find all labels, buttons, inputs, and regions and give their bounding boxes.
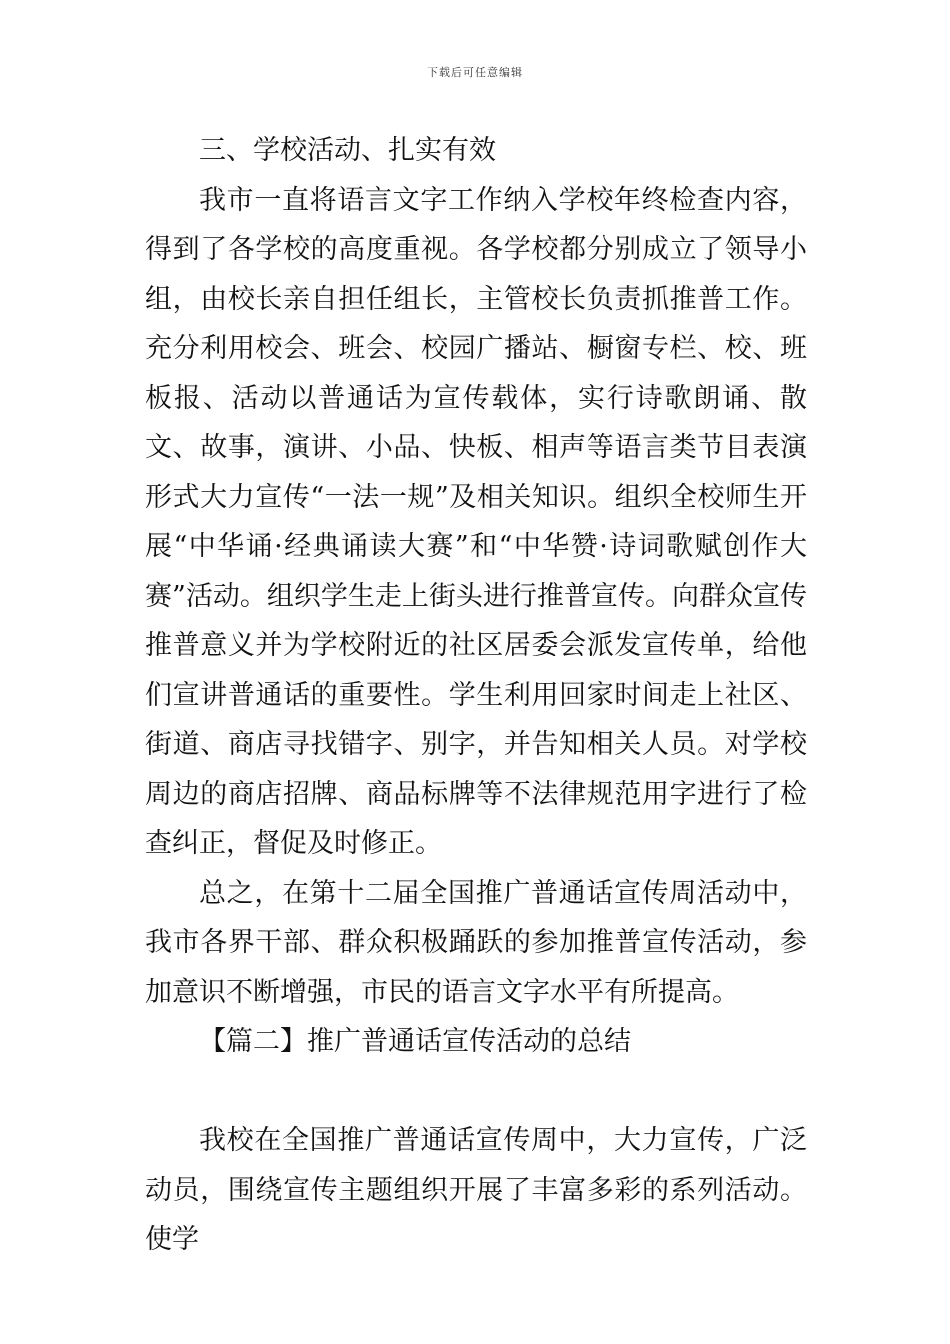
paragraph-activities: 我市一直将语言文字工作纳入学校年终检查内容，得到了各学校的高度重视。各学校都分别成立了领导小组，由校长亲自担任组长，主管校长负责抓推普工作。充分利用校会、班会、校园广播站、橱窗专栏、校、班板报、活动以普通话为宣传载体，实行诗歌朗诵、散文、故事，演讲、小品、快板、相声等语言类节目表演形式大力宣传“一法一规”及相关知识。组织全校师生开展“中华诵·经典诵读大赛”和“中华赞·诗词歌赋创作大赛”活动。组织学生走上街头进行推普宣传。向群众宣传推普意义并为学校附近的社区居委会派发宣传单，给他们宣讲普通话的重要性。学生利用回家时间走上社区、街道、商店寻找错字、别字，并告知相关人员。对学校周边的商店招牌、商品标牌等不法律规范用字进行了检查纠正，督促及时修正。 bbox=[145, 184, 807, 859]
page-header: 下载后可任意编辑 bbox=[427, 66, 523, 79]
paragraph-school: 我校在全国推广普通话宣传周中，大力宣传，广泛动员，围绕宣传主题组织开展了丰富多彩的系列活动。使学 bbox=[145, 1125, 807, 1255]
section-heading-part-two: 【篇二】推广普通话宣传活动的总结 bbox=[199, 1026, 631, 1057]
paragraph-summary: 总之，在第十二届全国推广普通话宣传周活动中，我市各界干部、群众积极踊跃的参加推普宣传活动，参加意识不断增强，市民的语言文字水平有所提高。 bbox=[145, 877, 807, 1008]
section-heading-three: 三、学校活动、扎实有效 bbox=[199, 135, 496, 166]
document-body bbox=[145, 126, 807, 1265]
blank-line bbox=[145, 1067, 807, 1117]
